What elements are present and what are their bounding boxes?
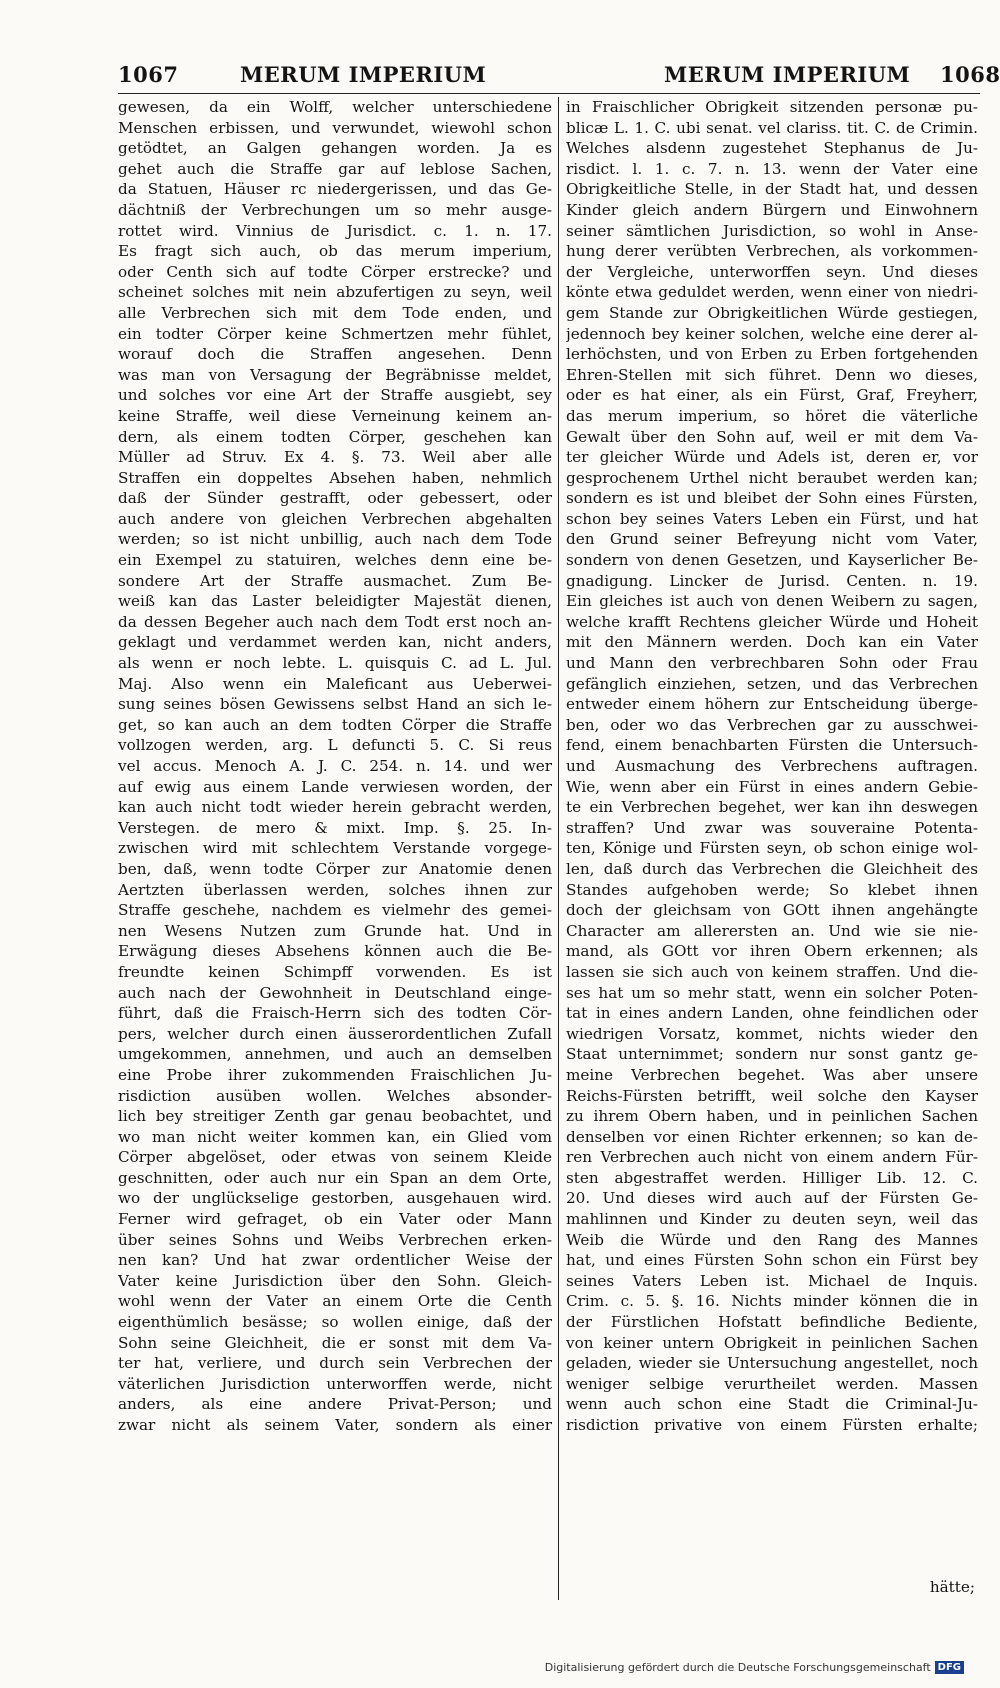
text-line: Cörper abgelöset, oder etwas von seinem Kleide: [118, 1148, 552, 1167]
text-line: Sohn seine Gleichheit, die er sonst mit dem Va-: [118, 1333, 552, 1352]
text-line: Es fragt sich auch, ob das merum imperium,: [118, 242, 552, 261]
text-line: fend, einem benachbarten Fürsten die Untersuch-: [566, 736, 978, 755]
catchword: hätte;: [929, 1578, 975, 1596]
text-line: getödtet, an Galgen gehangen worden. Ja es: [118, 139, 552, 158]
text-line: entweder einem höhern zur Entscheidung überge-: [566, 695, 978, 714]
text-line: und Ausmachung des Verbrechens auftragen.: [566, 757, 978, 775]
text-line: Ein gleiches ist auch von denen Weibern zu sagen,: [566, 592, 978, 611]
page-number-right: 1068: [940, 62, 1000, 87]
text-line: te ein Verbrechen begehet, wer kan ihn deswegen: [566, 798, 978, 817]
text-line: keine Straffe, weil diese Verneinung keinem an-: [118, 406, 552, 425]
text-line: hung derer verübten Verbrechen, als vorkommen-: [566, 242, 978, 261]
text-line: Erwägung dieses Absehens können auch die Be-: [118, 942, 552, 961]
text-line: gehet auch die Straffe gar auf leblose Sachen,: [118, 159, 552, 178]
text-line: und Mann den verbrechbaren Sohn oder Frau: [566, 654, 978, 673]
text-line: Aertzten überlassen werden, solches ihnen zur: [118, 880, 552, 899]
text-line: Obrigkeitliche Stelle, in der Stadt hat, und dessen: [566, 180, 978, 199]
text-line: blicæ L. 1. C. ubi senat. vel clariss. tit. C. de Crimin.: [566, 118, 978, 137]
text-line: weiß kan das Laster beleidigter Majestät dienen,: [118, 592, 552, 611]
text-line: wo man nicht weiter kommen kan, ein Glied vom: [118, 1127, 552, 1146]
text-line: dächtniß der Verbrechungen um so mehr ausge-: [118, 200, 552, 219]
footer-credit: [545, 1661, 964, 1675]
text-line: und solches vor eine Art der Straffe ausgiebt, sey: [118, 386, 552, 405]
text-line: wo der unglückselige gestorben, ausgehauen wird.: [118, 1189, 552, 1208]
text-line: Gewalt über den Sohn auf, weil er mit dem Va-: [566, 427, 978, 446]
page-number-left: 1067: [118, 62, 179, 87]
running-title-right: MERUM IMPERIUM: [664, 62, 911, 87]
text-line: ein Exempel zu statuiren, welches denn eine be-: [118, 551, 552, 570]
text-line: get, so kan auch an dem todten Cörper die Straffe: [118, 715, 552, 734]
text-line: der Fürstlichen Hofstatt befindliche Bediente,: [566, 1313, 978, 1332]
text-line: auf ewig aus einem Lande verwiesen worden, der: [118, 777, 552, 796]
text-line: sondern von denen Gesetzen, und Kayserlicher Be-: [566, 551, 978, 570]
text-line: könte etwa geduldet werden, wenn einer von niedri-: [566, 283, 978, 302]
text-line: mahlinnen und Kinder zu deuten seyn, weil das: [566, 1210, 978, 1229]
column-divider: [558, 97, 559, 1600]
dfg-logo: DFG: [935, 1661, 964, 1674]
text-line: Character am allerersten an. Und wie sie nie-: [566, 921, 978, 940]
text-line: gesprochenem Urthel nicht beraubet werden kan;: [566, 468, 978, 487]
text-line: dern, als einem todten Cörper, geschehen kan: [118, 427, 552, 446]
text-line: mit den Männern werden. Doch kan ein Vater: [566, 633, 978, 652]
text-line: seiner sämtlichen Jurisdiction, so wohl in Anse-: [566, 221, 978, 240]
text-line: Crim. c. 5. §. 16. Nichts minder können die in: [566, 1292, 978, 1311]
text-line: da Statuen, Häuser rc niedergerissen, und das Ge-: [118, 180, 552, 199]
text-line: alle Verbrechen sich mit dem Tode enden, und: [118, 303, 552, 322]
text-line: ein todter Cörper keine Schmertzen mehr fühlet,: [118, 324, 552, 343]
text-line: anders, als eine andere Privat-Person; und: [118, 1395, 552, 1414]
text-line: eigenthümlich besässe; so wollen einige, daß der: [118, 1313, 552, 1332]
text-line: sung seines bösen Gewissens selbst Hand an sich le-: [118, 695, 552, 714]
text-line: geladen, wieder sie Untersuchung angestellet, noch: [566, 1354, 978, 1373]
text-line: da dessen Begeher auch nach dem Todt erst noch an-: [118, 612, 552, 631]
text-line: wiedrigen Vorsatz, kommet, nichts wieder den: [566, 1024, 978, 1043]
text-line: den Grund seiner Befreyung nicht vom Vater,: [566, 530, 978, 549]
text-line: hat, und eines Fürsten Sohn schon ein Fürst bey: [566, 1251, 978, 1270]
text-line: kan auch nicht todt wieder herein gebracht werden,: [118, 798, 552, 817]
text-line: ter hat, verliere, und durch sein Verbrechen der: [118, 1354, 552, 1373]
text-line: sten abgestraffet werden. Hilliger Lib. 12. C.: [566, 1168, 978, 1187]
text-line: len, daß durch das Verbrechen die Gleichheit des: [566, 859, 978, 878]
text-line: väterlichen Jurisdiction unterworffen werde, nicht: [118, 1374, 552, 1393]
text-line: zu ihrem Obern haben, und in peinlichen Sachen: [566, 1107, 978, 1126]
text-line: ben, oder wo das Verbrechen gar zu ausschwei-: [566, 715, 978, 734]
text-line: in Fraischlicher Obrigkeit sitzenden personæ pu-: [566, 98, 978, 116]
text-line: Welches alsdenn zugestehet Stephanus de Ju-: [566, 139, 978, 158]
text-line: risdiction ausüben wollen. Welches absonder-: [118, 1086, 552, 1105]
text-line: seines Vaters Leben ist. Michael de Inquis.: [566, 1271, 978, 1290]
text-line: doch der gleichsam von GOtt ihnen angehängte: [566, 901, 978, 920]
text-line: risdiction privative von einem Fürsten erhalte;: [566, 1416, 978, 1434]
text-line: sondern es ist und bleibet der Sohn eines Fürsten,: [566, 489, 978, 508]
text-line: wohl wenn der Vater an einem Orte die Centh: [118, 1292, 552, 1311]
text-line: geklagt und verdammet werden kan, nicht anders,: [118, 633, 552, 652]
text-line: als wenn er noch lebte. L. quisquis C. ad L. Jul.: [118, 654, 552, 673]
text-line: vel accus. Menoch A. J. C. 254. n. 14. und wer: [118, 757, 552, 775]
text-line: vollzogen werden, arg. L defuncti 5. C. Si reus: [118, 736, 552, 755]
text-line: meine Verbrechen begehet. Was aber unsere: [566, 1065, 978, 1084]
text-line: denselben vor einen Richter erkennen; so kan de-: [566, 1127, 978, 1146]
text-line: schon bey seines Vaters Leben ein Fürst, und hat: [566, 509, 978, 528]
text-line: welche krafft Rechtens gleicher Würde und Hoheit: [566, 612, 978, 631]
text-line: Menschen erbissen, und verwundet, wiewohl schon: [118, 118, 552, 137]
text-line: lerhöchsten, und von Erben zu Erben fortgehenden: [566, 345, 978, 364]
text-line: von keiner untern Obrigkeit in peinlichen Sachen: [566, 1333, 978, 1352]
text-line: ben, daß, wenn todte Cörper zur Anatomie denen: [118, 859, 552, 878]
text-line: pers, welcher durch einen äusserordentlichen Zufall: [118, 1024, 552, 1043]
text-line: der Vergleiche, unterworffen seyn. Und dieses: [566, 262, 978, 281]
text-line: Wie, wenn aber ein Fürst in eines andern Gebie-: [566, 777, 978, 796]
text-line: zwar nicht als seinem Vater, sondern als einer: [118, 1416, 552, 1434]
text-line: Straffe geschehe, nachdem es vielmehr des gemei-: [118, 901, 552, 920]
text-line: weniger selbige verurtheilet werden. Massen: [566, 1374, 978, 1393]
text-line: ter gleicher Würde und Adels ist, deren er, vor: [566, 448, 978, 467]
text-line: sondere Art der Straffe ausmachet. Zum Be-: [118, 571, 552, 590]
text-line: Standes aufgehoben werde; So klebet ihnen: [566, 880, 978, 899]
text-line: Reichs-Fürsten betrifft, weil solche den Kayser: [566, 1086, 978, 1105]
text-line: nen kan? Und hat zwar ordentlicher Weise der: [118, 1251, 552, 1270]
text-line: jedennoch bey keiner solchen, welche eine derer al-: [566, 324, 978, 343]
text-line: führt, daß die Fraisch-Herrn sich des todten Cör-: [118, 1004, 552, 1023]
text-line: ses hat um so mehr statt, wenn ein solcher Poten-: [566, 983, 978, 1002]
text-line: gewesen, da ein Wolff, welcher unterschiedene: [118, 98, 552, 116]
text-line: Weib die Würde und den Rang des Mannes: [566, 1230, 978, 1249]
text-line: Staat unternimmet; sondern nur sonst gantz ge-: [566, 1045, 978, 1064]
text-line: scheinet solches mit nein abzufertigen zu seyn, weil: [118, 283, 552, 302]
text-line: lich bey streitiger Zenth gar genau beobachtet, und: [118, 1107, 552, 1126]
text-line: geschnitten, oder auch nur ein Span an dem Orte,: [118, 1168, 552, 1187]
text-line: tat in eines andern Landen, ohne feindlichen oder: [566, 1004, 978, 1023]
text-line: was man von Versagung der Begräbnisse meldet,: [118, 365, 552, 384]
running-title-left: MERUM IMPERIUM: [240, 62, 487, 87]
text-line: daß der Sünder gestrafft, oder gebessert, oder: [118, 489, 552, 508]
header-rule: [118, 93, 980, 94]
text-line: 20. Und dieses wird auch auf der Fürsten Ge-: [566, 1189, 978, 1208]
text-line: gefänglich einziehen, setzen, und das Verbrechen: [566, 674, 978, 693]
text-line: über seines Sohns und Weibs Verbrechen erken-: [118, 1230, 552, 1249]
text-line: Ehren-Stellen mit sich führet. Denn wo dieses,: [566, 365, 978, 384]
text-line: Ferner wird gefraget, ob ein Vater oder Mann: [118, 1210, 552, 1229]
text-line: gnadigung. Lincker de Jurisd. Centen. n. 19.: [566, 571, 978, 590]
text-line: lassen sie sich auch von keinem straffen. Und die-: [566, 962, 978, 981]
left-column: [118, 97, 552, 1436]
text-line: worauf doch die Straffen angesehen. Denn: [118, 345, 552, 364]
text-line: ren Verbrechen auch nicht von einem andern Für-: [566, 1148, 978, 1167]
text-line: Straffen ein doppeltes Absehen haben, nehmlich: [118, 468, 552, 487]
text-line: mand, als GOtt vor ihren Obern erkennen; als: [566, 942, 978, 961]
text-line: umgekommen, annehmen, und auch an demselben: [118, 1045, 552, 1064]
text-line: risdict. l. 1. c. 7. n. 13. wenn der Vater eine: [566, 159, 978, 178]
text-line: Kinder gleich andern Bürgern und Einwohnern: [566, 200, 978, 219]
text-line: eine Probe ihrer zukommenden Fraischlichen Ju-: [118, 1065, 552, 1084]
text-line: Vater keine Jurisdiction über den Sohn. Gleich-: [118, 1271, 552, 1290]
text-line: ten, Könige und Fürsten seyn, ob schon einige wol-: [566, 839, 978, 858]
text-line: rottet wird. Vinnius de Jurisdict. c. 1. n. 17.: [118, 221, 552, 240]
text-line: das merum imperium, so höret die väterliche: [566, 406, 978, 425]
text-line: zwischen wird mit schlechtem Verstande vorgege-: [118, 839, 552, 858]
text-line: Verstegen. de mero & mixt. Imp. §. 25. In-: [118, 818, 552, 837]
text-line: Müller ad Struv. Ex 4. §. 73. Weil aber alle: [118, 448, 552, 467]
footer-text: Digitalisierung gefördert durch die Deutsche Forschungsgemeinschaft: [544, 1660, 931, 1674]
text-line: gem Stande zur Obrigkeitlichen Würde gestiegen,: [566, 303, 978, 322]
text-line: auch andere von gleichen Verbrechen abgehalten: [118, 509, 552, 528]
text-line: wenn auch schon eine Stadt die Criminal-Ju-: [566, 1395, 978, 1414]
text-line: oder es hat einer, als ein Fürst, Graf, Freyherr,: [566, 386, 978, 405]
text-line: straffen? Und zwar was souveraine Potenta-: [566, 818, 978, 837]
text-line: Maj. Also wenn ein Maleficant aus Ueberwei-: [118, 674, 552, 693]
text-line: auch nach der Gewohnheit in Deutschland einge-: [118, 983, 552, 1002]
text-line: nen Wesens Nutzen zum Grunde hat. Und in: [118, 921, 552, 940]
text-line: freundte keinen Schimpff vorwenden. Es ist: [118, 962, 552, 981]
text-line: oder Centh sich auf todte Cörper erstrecke? und: [118, 262, 552, 281]
text-line: werden; so ist nicht unbillig, auch nach dem Tode: [118, 530, 552, 549]
right-column: [566, 97, 978, 1436]
